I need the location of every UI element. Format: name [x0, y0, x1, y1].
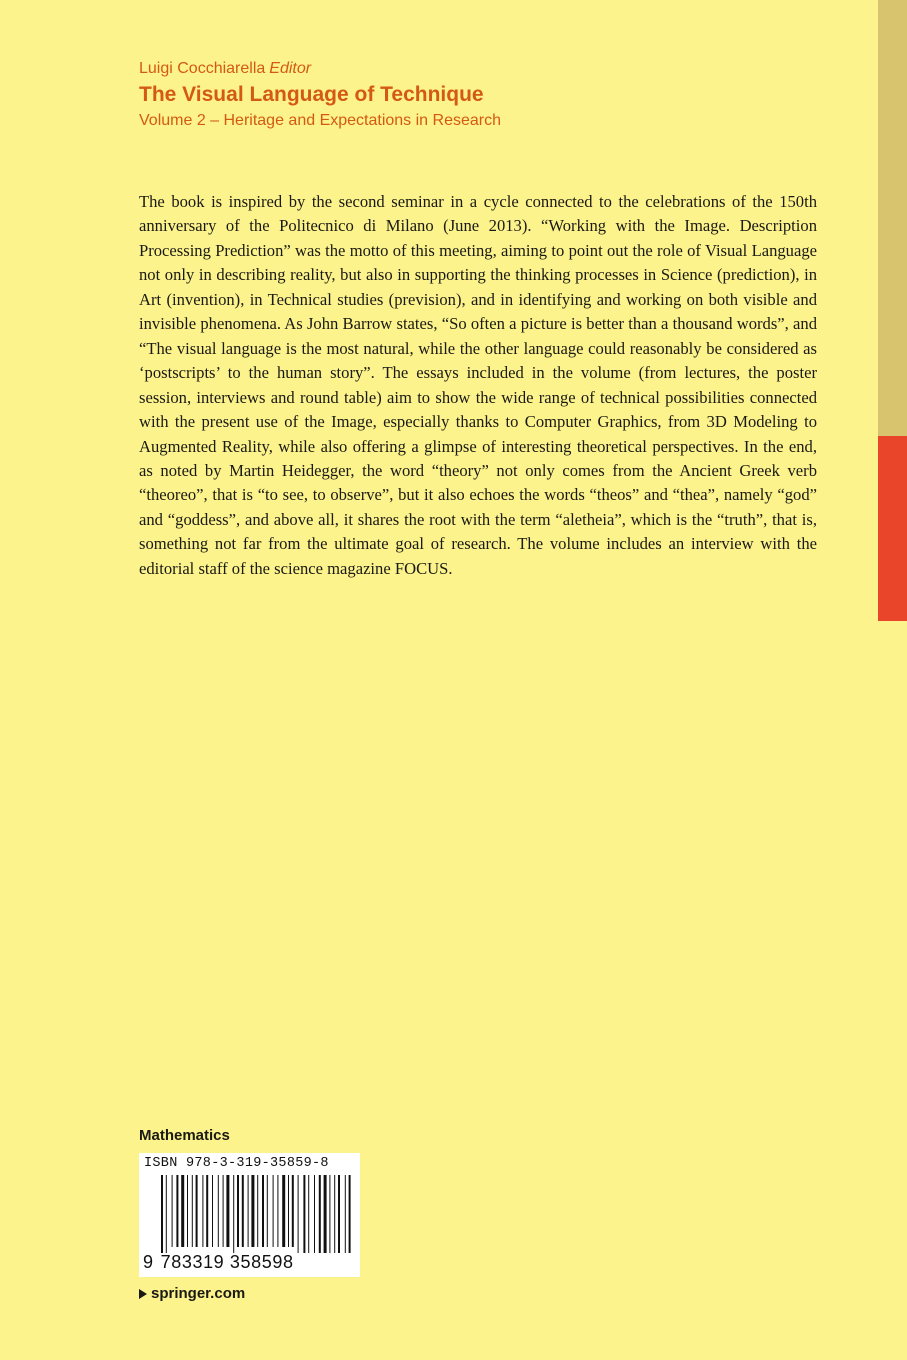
barcode-bar — [334, 1175, 335, 1253]
isbn-label: ISBN 978-3-319-35859-8 — [144, 1156, 329, 1171]
barcode-bar — [319, 1175, 321, 1253]
barcode-bar — [206, 1175, 208, 1247]
barcode-bar — [324, 1175, 327, 1253]
book-subtitle: Volume 2 – Heritage and Expectations in Research — [139, 112, 501, 129]
barcode-bar — [282, 1175, 285, 1247]
barcode-bar — [345, 1175, 346, 1253]
barcode-bar — [212, 1175, 213, 1247]
barcode-bar — [349, 1175, 351, 1253]
barcode-bar — [233, 1175, 234, 1253]
barcode-bar — [242, 1175, 244, 1247]
editor-role: Editor — [269, 60, 312, 77]
barcode-bar — [161, 1175, 163, 1253]
barcode-bar — [218, 1175, 219, 1247]
barcode-bars — [139, 1175, 360, 1253]
barcode-bar — [202, 1175, 203, 1247]
isbn-barcode — [139, 1153, 360, 1277]
barcode-bar — [267, 1175, 268, 1247]
barcode-bar — [248, 1175, 249, 1247]
subject-category: Mathematics — [139, 1127, 230, 1144]
barcode-bar — [251, 1175, 254, 1247]
barcode-digit-lead: 9 — [143, 1252, 154, 1272]
barcode-bar — [176, 1175, 178, 1247]
barcode-bar — [196, 1175, 198, 1247]
barcode-bar — [292, 1175, 294, 1247]
barcode-bar — [314, 1175, 315, 1253]
barcode-bar — [329, 1175, 330, 1253]
barcode-bar — [237, 1175, 239, 1247]
barcode-bar — [303, 1175, 305, 1253]
spine-stripe-olive — [878, 0, 907, 436]
barcode-digits — [143, 1252, 294, 1273]
publisher-url: springer.com — [151, 1285, 246, 1302]
editor-name: Luigi Cocchiarella — [139, 60, 266, 77]
editor-line — [139, 58, 501, 80]
publisher-link[interactable] — [139, 1285, 245, 1302]
barcode-bar — [181, 1175, 184, 1247]
barcode-bar — [223, 1175, 224, 1247]
barcode-bar — [187, 1175, 188, 1247]
book-title: The Visual Language of Technique — [139, 83, 484, 106]
barcode-bar — [308, 1175, 309, 1253]
barcode-bar — [172, 1175, 173, 1247]
barcode-bar — [257, 1175, 258, 1247]
barcode-bar — [338, 1175, 340, 1253]
spine-stripe-red — [878, 436, 907, 621]
barcode-digits-rest: 783319 358598 — [160, 1252, 294, 1272]
book-description: The book is inspired by the second seminar in a cycle connected to the celebrations of the 150th anniversary of the Politecnico di Milano (June 2013). “Working with the Image. Description Processing Prediction” was the motto of this meeting, aiming to point out the role of Visual Language not only in describing reality, but also in supporting the thinking processes in Science (prediction), in Art (invention), in Technical studies (prevision), and in identifying and working on both visible and invisible phenomena. As John Barrow states, “So often a picture is better than a thousand words”, and “The visual language is the most natural, while the other language could reasonably be considered as ‘postscripts’ to the human story”. The essays included in the volume (from lectures, the poster session, interviews and round table) aim to show the wide range of technical possibilities connected with the present use of the Image, especially thanks to Computer Graphics, from 3D Modeling to Augmented Reality, while also offering a glimpse of interesting theoretical perspectives. In the end, as noted by Martin Heidegger, the word “theory” not only comes from the Ancient Greek verb “theoreo”, that is “to see, to observe”, but it also echoes the words “theos” and “thea”, namely “god” and “goddess”, and above all, it shares the root with the term “aletheia”, which is the “truth”, that is, something not far from the ultimate goal of research. The volume includes an interview with the editorial staff of the science magazine FOCUS. — [139, 192, 817, 578]
cover-header — [139, 58, 501, 133]
barcode-bar — [273, 1175, 274, 1247]
barcode-bar — [226, 1175, 229, 1247]
barcode-bar — [166, 1175, 167, 1253]
barcode-bar — [298, 1175, 299, 1253]
barcode-bar — [192, 1175, 193, 1247]
triangle-right-icon — [139, 1289, 147, 1299]
barcode-bar — [288, 1175, 289, 1247]
barcode-bar — [262, 1175, 264, 1247]
barcode-bar — [277, 1175, 278, 1247]
